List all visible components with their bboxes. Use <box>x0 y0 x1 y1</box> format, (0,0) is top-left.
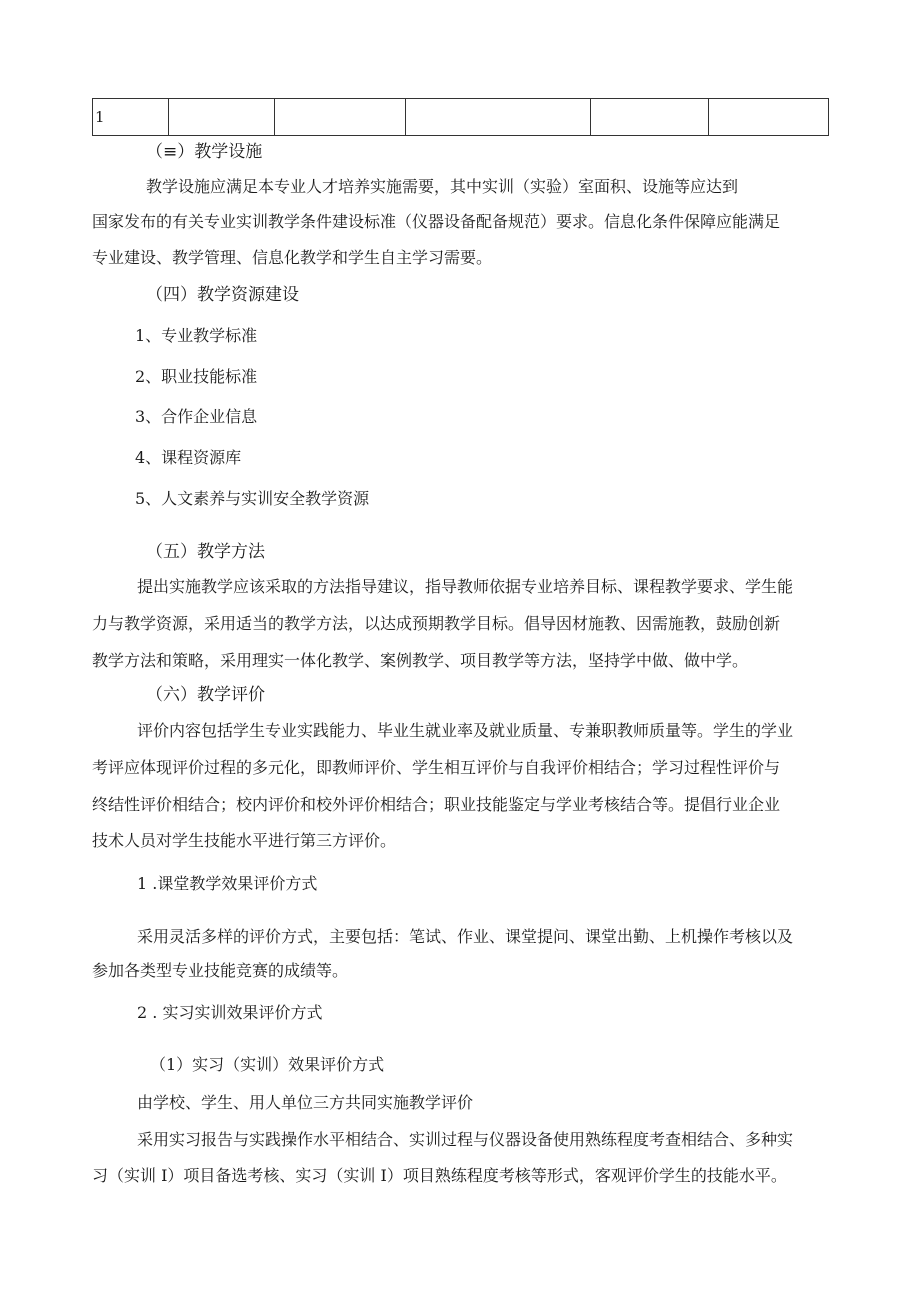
data-table <box>92 98 829 136</box>
paragraph-line: 国家发布的有关专业实训教学条件建设标准（仪器设备配备规范）要求。信息化条件保障应能满足 <box>92 212 781 231</box>
table-cell: 1 <box>93 99 169 136</box>
paragraph-line: 由学校、学生、用人单位三方共同实施教学评价 <box>137 1093 474 1112</box>
list-item: 2、职业技能标准 <box>135 367 258 386</box>
list-item: 1、专业教学标准 <box>135 326 258 345</box>
table-cell <box>709 99 829 136</box>
section-heading-resources: （四）教学资源建设 <box>146 285 299 305</box>
paragraph-line: 终结性评价相结合；校内评价和校外评价相结合；职业技能鉴定与学业考核结合等。提倡行业企业 <box>92 795 781 814</box>
list-item: 4、课程资源库 <box>135 448 242 467</box>
paragraph-line: 参加各类型专业技能竞赛的成绩等。 <box>92 961 349 980</box>
list-item: 3、合作企业信息 <box>135 407 258 426</box>
list-item: 5、人文素养与实训安全教学资源 <box>135 489 370 508</box>
table-cell <box>275 99 406 136</box>
subsection-heading-classroom: 1 .课堂教学效果评价方式 <box>137 874 318 893</box>
subsection-heading-practice: 2 . 实习实训效果评价方式 <box>137 1003 323 1022</box>
paragraph-line: 习（实训 I）项目备选考核、实习（实训 I）项目熟练程度考核等形式，客观评价学生的技能水平。 <box>92 1166 787 1185</box>
section-heading-evaluation: （六）教学评价 <box>146 685 265 705</box>
paragraph-line: 专业建设、教学管理、信息化教学和学生自主学习需要。 <box>92 248 493 267</box>
paragraph-line: 采用灵活多样的评价方式，主要包括：笔试、作业、课堂提问、课堂出勤、上机操作考核以及 <box>137 927 794 946</box>
paragraph-line: 考评应体现评价过程的多元化，即教师评价、学生相互评价与自我评价相结合；学习过程性评价与 <box>92 758 781 777</box>
paragraph-line: 教学方法和策略，采用理实一体化教学、案例教学、项目教学等方法，坚持学中做、做中学。 <box>92 651 749 670</box>
sub-subsection-heading: （1）实习（实训）效果评价方式 <box>150 1055 385 1074</box>
table-cell <box>169 99 275 136</box>
table-cell <box>591 99 709 136</box>
section-heading-facilities: （≡）教学设施 <box>146 142 263 162</box>
paragraph-line: 提出实施教学应该采取的方法指导建议，指导教师依据专业培养目标、课程教学要求、学生能 <box>137 577 794 596</box>
section-heading-methods: （五）教学方法 <box>146 542 265 562</box>
paragraph-line: 力与教学资源，采用适当的教学方法，以达成预期教学目标。倡导因材施教、因需施教，鼓励创新 <box>92 614 781 633</box>
paragraph-line: 技术人员对学生技能水平进行第三方评价。 <box>92 831 397 850</box>
paragraph-line: 教学设施应满足本专业人才培养实施需要，其中实训（实验）室面积、设施等应达到 <box>146 177 739 196</box>
table-row <box>93 99 829 136</box>
table-cell <box>406 99 591 136</box>
paragraph-line: 评价内容包括学生专业实践能力、毕业生就业率及就业质量、专兼职教师质量等。学生的学业 <box>137 721 794 740</box>
paragraph-line: 采用实习报告与实践操作水平相结合、实训过程与仪器设备使用熟练程度考查相结合、多种实 <box>137 1130 794 1149</box>
